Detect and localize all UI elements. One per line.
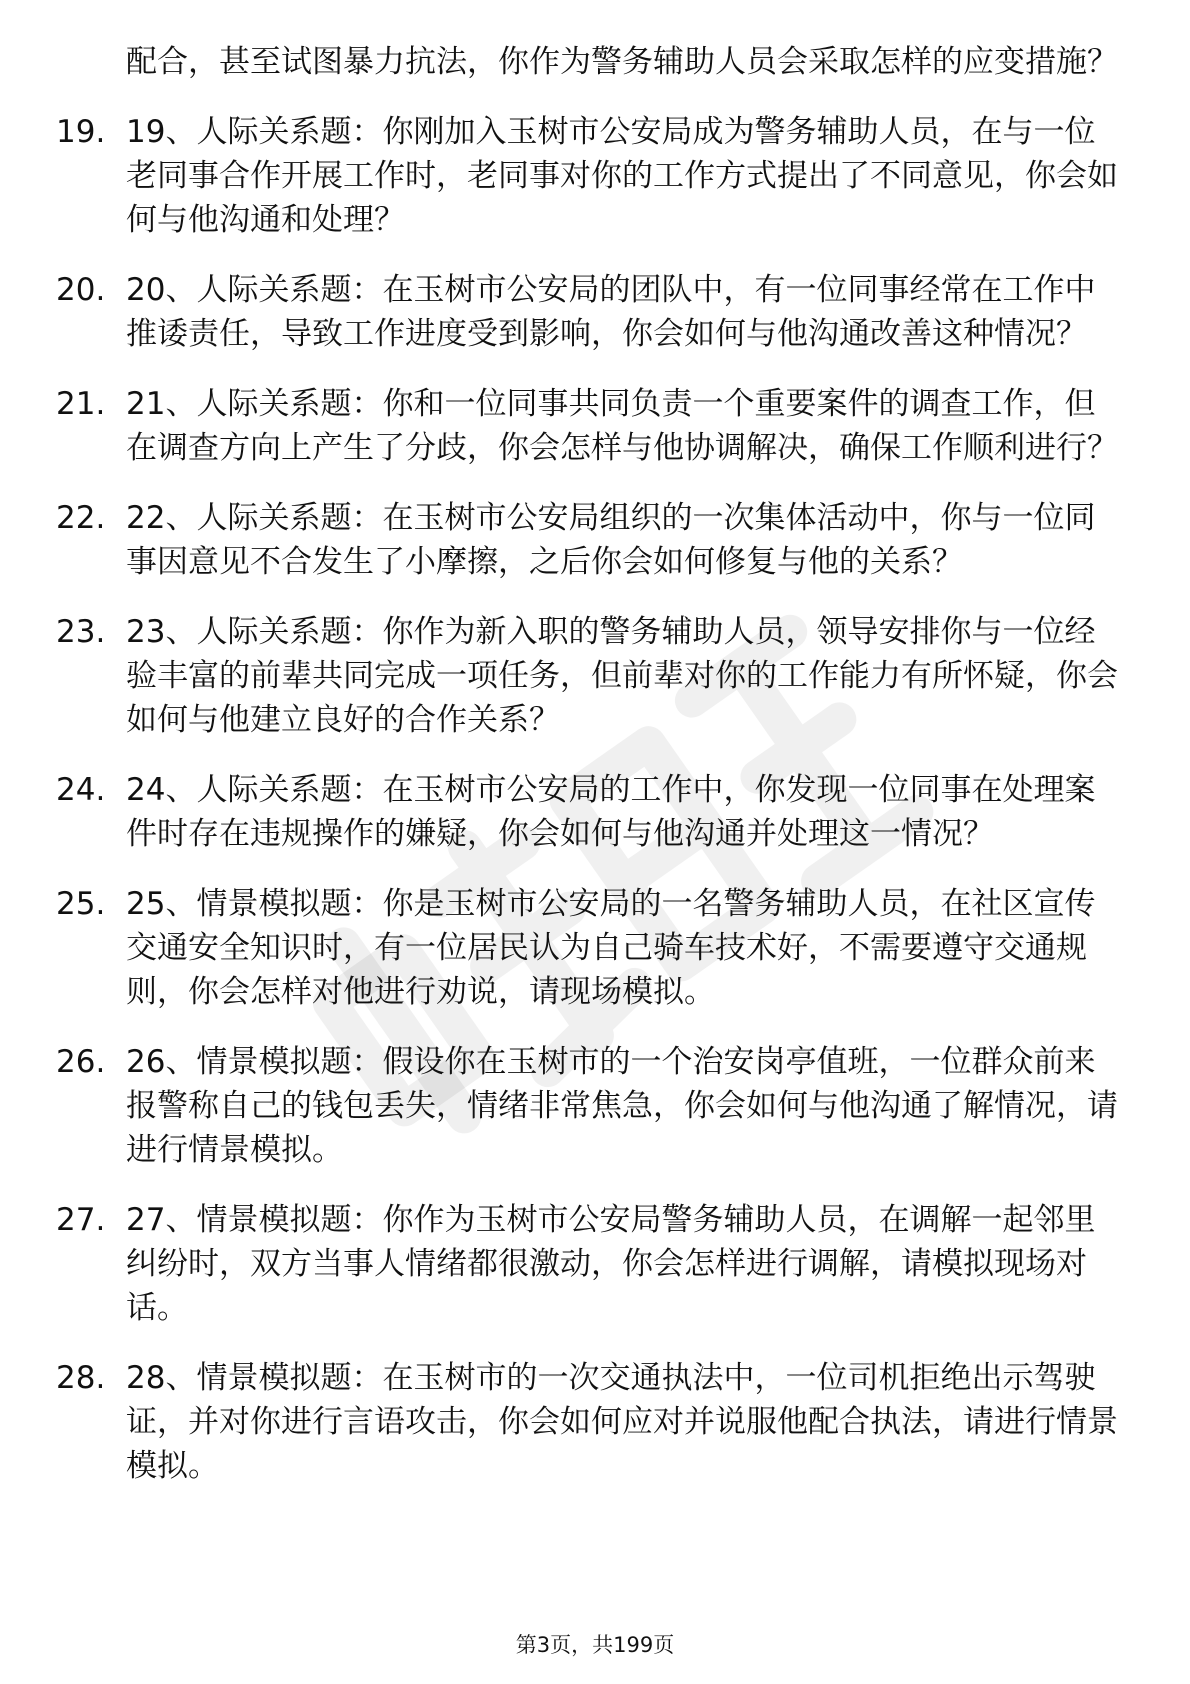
page-footer: 第3页，共199页 bbox=[515, 1633, 675, 1657]
item-text: 25、情景模拟题：你是玉树市公安局的一名警务辅助人员，在社区宣传交通安全知识时，有一位居民认为自己骑车技术好，不需要遵守交通规则，你会怎样对他进行劝说，请现场模拟。 bbox=[126, 886, 1096, 1010]
list-item bbox=[0, 496, 1190, 584]
list-item bbox=[0, 268, 1190, 356]
item-number: 24. bbox=[56, 772, 106, 808]
item-text: 28、情景模拟题：在玉树市的一次交通执法中，一位司机拒绝出示驾驶证，并对你进行言语攻击，你会如何应对并说服他配合执法，请进行情景模拟。 bbox=[126, 1360, 1118, 1484]
list-item bbox=[0, 610, 1190, 742]
item-number: 23. bbox=[56, 614, 106, 650]
list-item bbox=[0, 882, 1190, 1014]
continuation-text: 配合，甚至试图暴力抗法，你作为警务辅助人员会采取怎样的应变措施？ bbox=[126, 44, 1118, 80]
item-number: 22. bbox=[56, 500, 106, 536]
item-text: 20、人际关系题：在玉树市公安局的团队中，有一位同事经常在工作中推诿责任，导致工作进度受到影响，你会如何与他沟通改善这种情况？ bbox=[126, 272, 1096, 352]
question-list bbox=[0, 40, 1190, 1514]
list-item bbox=[0, 110, 1190, 242]
item-text: 22、人际关系题：在玉树市公安局组织的一次集体活动中，你与一位同事因意见不合发生了小摩擦，之后你会如何修复与他的关系？ bbox=[126, 500, 1096, 580]
list-item bbox=[0, 1040, 1190, 1172]
item-number: 26. bbox=[56, 1044, 106, 1080]
item-text: 19、人际关系题：你刚加入玉树市公安局成为警务辅助人员，在与一位老同事合作开展工作时，老同事对你的工作方式提出了不同意见，你会如何与他沟通和处理？ bbox=[126, 114, 1118, 238]
list-item bbox=[0, 1198, 1190, 1330]
item-number: 27. bbox=[56, 1202, 106, 1238]
item-number: 20. bbox=[56, 272, 106, 308]
item-number: 21. bbox=[56, 386, 106, 422]
item-number: 19. bbox=[56, 114, 106, 150]
list-item bbox=[0, 382, 1190, 470]
item-text: 24、人际关系题：在玉树市公安局的工作中，你发现一位同事在处理案件时存在违规操作的嫌疑，你会如何与他沟通并处理这一情况？ bbox=[126, 772, 1096, 852]
item-text: 27、情景模拟题：你作为玉树市公安局警务辅助人员，在调解一起邻里纠纷时，双方当事人情绪都很激动，你会怎样进行调解，请模拟现场对话。 bbox=[126, 1202, 1096, 1326]
item-number: 28. bbox=[56, 1360, 106, 1396]
list-item bbox=[0, 1356, 1190, 1488]
item-number: 25. bbox=[56, 886, 106, 922]
item-text: 21、人际关系题：你和一位同事共同负责一个重要案件的调查工作，但在调查方向上产生了分歧，你会怎样与他协调解决，确保工作顺利进行？ bbox=[126, 386, 1118, 466]
list-item bbox=[0, 40, 1190, 84]
list-item bbox=[0, 768, 1190, 856]
item-text: 26、情景模拟题：假设你在玉树市的一个治安岗亭值班，一位群众前来报警称自己的钱包丢失，情绪非常焦急，你会如何与他沟通了解情况，请进行情景模拟。 bbox=[126, 1044, 1118, 1168]
item-text: 23、人际关系题：你作为新入职的警务辅助人员，领导安排你与一位经验丰富的前辈共同完成一项任务，但前辈对你的工作能力有所怀疑，你会如何与他建立良好的合作关系？ bbox=[126, 614, 1118, 738]
